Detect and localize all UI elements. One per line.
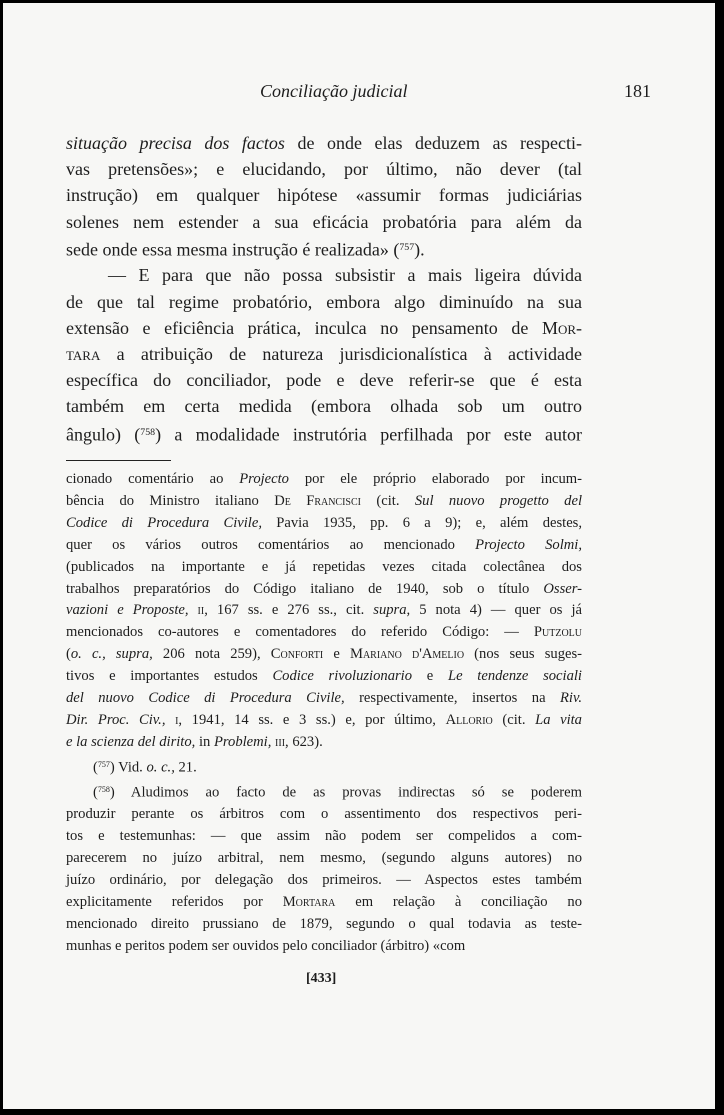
footnote-line: juízo ordinário, por delegação dos primeiros. — Aspectos estes também — [66, 872, 582, 889]
italic-phrase: Codice di Procedura Civile, — [66, 514, 262, 531]
body-line — [66, 235, 582, 263]
text-run: extensão e eficiência prática, inculca no pensamento de — [66, 317, 542, 338]
footnote-line: (publicados na importante e já repetidas vezes citada colectânea dos — [66, 558, 582, 575]
text-run: ). — [414, 239, 425, 260]
text-run: explicitamente referidos por — [66, 894, 283, 911]
text-run: bência do Ministro italiano — [66, 492, 275, 509]
volume-number: ii — [188, 602, 205, 619]
footnote-line: parecerem no juízo arbitral, nem mesmo, (segundo alguns autores) no — [66, 850, 582, 867]
body-line — [66, 315, 582, 341]
text-run: in — [195, 733, 214, 750]
footnote-758 — [66, 779, 582, 804]
italic-phrase: del nuovo Codice di Procedura Civile, — [66, 690, 345, 707]
text-run: (nos seus suges- — [464, 646, 583, 663]
text-run: Pavia 1935, pp. 6 a 9); e, além destes, — [261, 514, 583, 531]
footnote-line — [66, 732, 582, 754]
footnote-line — [66, 513, 582, 535]
footnote-number: 758 — [97, 785, 110, 795]
body-line: de que tal regime probatório, embora algo diminuído na sua — [66, 291, 582, 312]
sheet-number: [433] — [306, 971, 337, 986]
text-run: sede onde essa mesma instrução é realizada» ( — [66, 239, 400, 260]
author-name: Mor- — [541, 317, 582, 338]
footnote-line — [66, 622, 582, 644]
footnote-line: munhas e peritos podem ser ouvidos pelo conciliador (árbitro) «com — [66, 937, 466, 954]
body-line — [66, 341, 582, 367]
author-name: Mariano d'Amelio — [349, 646, 465, 663]
footnote-line: tos e testemunhas: — que assim não podem ser compelidos a com- — [66, 828, 582, 845]
volume-number: iii — [271, 733, 286, 750]
text-run: (cit. — [492, 711, 536, 728]
footnote-line — [66, 892, 582, 914]
author-name: tara — [66, 344, 101, 365]
footnote-line — [66, 600, 582, 622]
footnote-separator — [66, 460, 171, 461]
text-run: ) a modalidade instrutória perfilhada por este autor — [155, 424, 582, 445]
page-number: 181 — [624, 81, 651, 101]
text-run: ângulo) ( — [66, 424, 141, 445]
text-run: 21. — [174, 759, 197, 776]
body-line: também em certa medida (embora olhada sob um outro — [66, 396, 582, 417]
italic-phrase: vazioni e Proposte, — [66, 602, 189, 619]
author-name: Putzolu — [533, 624, 582, 641]
italic-phrase: La vita — [535, 711, 582, 728]
volume-number: i — [165, 711, 179, 728]
italic-phrase: Codice rivoluzionario — [272, 668, 413, 685]
running-title: Conciliação judicial — [260, 81, 408, 101]
text-run: ( — [93, 759, 98, 776]
text-run: ( — [93, 784, 98, 801]
author-name: Conforti — [270, 646, 324, 663]
footnote-line — [66, 491, 582, 513]
italic-phrase: Problemi, — [213, 733, 272, 750]
text-run: e — [323, 646, 350, 663]
footnote-line — [66, 644, 582, 666]
text-run: , 1941, 14 ss. e 3 ss.) e, por último, — [178, 711, 446, 728]
footnote-line — [66, 688, 582, 710]
footnote-line — [66, 469, 582, 491]
italic-phrase: supra, — [373, 602, 411, 619]
footnote-number: 757 — [97, 759, 110, 769]
italic-phrase: Osser- — [543, 580, 582, 597]
running-header — [61, 81, 655, 109]
body-line — [66, 420, 582, 448]
text-run: , 623). — [285, 733, 323, 750]
footnote-ref: 758 — [140, 426, 156, 438]
body-line: — E para que não possa subsistir a mais ligeira dúvida — [108, 265, 582, 286]
text-run: quer os vários outros comentários ao mencionado — [66, 536, 476, 553]
text-run: ( — [66, 646, 71, 663]
footnote-ref: 757 — [399, 241, 415, 253]
text-run: ) Vid. — [109, 759, 147, 776]
text-run: ) Aludimos ao facto de as provas indirectas só se poderem — [109, 784, 582, 801]
text-run: por ele próprio elaborado por incum- — [288, 471, 583, 487]
author-name: De Francisci — [274, 492, 361, 509]
italic-phrase: Projecto Solmi, — [475, 536, 583, 553]
text-run: e — [412, 668, 448, 685]
body-line: específica do conciliador, pode e deve referir-se que é esta — [66, 370, 582, 391]
text-run: cionado comentário ao — [66, 471, 240, 487]
italic-phrase: Projecto — [239, 471, 289, 487]
italic-phrase: Le tendenze sociali — [447, 668, 582, 685]
footnote-line — [66, 579, 582, 601]
text-run: respectivamente, insertos na — [344, 690, 560, 707]
body-line: solenes nem estender a sua eficácia probatória para além da — [66, 211, 582, 232]
text-run: tivos e importantes estudos — [66, 668, 273, 685]
book-page — [3, 3, 715, 1109]
footnote-line — [66, 666, 582, 688]
italic-phrase: e la scienza del dirito, — [66, 733, 196, 750]
footnotes — [66, 469, 582, 958]
footnote-757 — [66, 754, 582, 779]
body-line: vas pretensões»; e elucidando, por último, não dever (tal — [66, 159, 582, 180]
italic-phrase: o. c., supra, — [70, 646, 153, 663]
footnote-line: produzir perante os árbitros com o assentimento dos respectivos peri- — [66, 806, 582, 823]
italic-phrase: Dir. Proc. Civ., — [66, 711, 166, 728]
body-line: instrução) em qualquer hipótese «assumir formas judiciárias — [66, 185, 582, 206]
italic-phrase: o. c., — [146, 759, 175, 776]
author-name: Allorio — [445, 711, 493, 728]
text-run: trabalhos preparatórios do Código italiano de 1940, sob o título — [66, 580, 544, 597]
body-line — [66, 130, 582, 156]
italic-phrase: situação precisa dos factos — [66, 133, 285, 153]
text-run: em relação à conciliação no — [335, 894, 582, 911]
author-name: Mortara — [282, 894, 336, 911]
text-run: a atribuição de natureza jurisdicionalística à actividade — [100, 344, 582, 365]
footnote-line — [66, 710, 582, 732]
text-run: de onde elas deduzem as respecti- — [284, 133, 582, 153]
italic-phrase: Riv. — [559, 690, 582, 707]
text-run: 206 nota 259), — [152, 646, 271, 663]
text-run: mencionados co-autores e comentadores do referido Código: — — [66, 624, 534, 641]
footnote-line: mencionado direito prussiano de 1879, segundo o qual todavia as teste- — [66, 915, 582, 932]
footnote-line — [66, 535, 582, 557]
text-run: (cit. — [361, 492, 415, 509]
text-run: , 167 ss. e 276 ss., cit. — [204, 602, 374, 619]
body-text — [66, 130, 582, 447]
italic-phrase: Sul nuovo progetto del — [414, 492, 582, 509]
text-run: 5 nota 4) — quer os já — [410, 602, 583, 619]
